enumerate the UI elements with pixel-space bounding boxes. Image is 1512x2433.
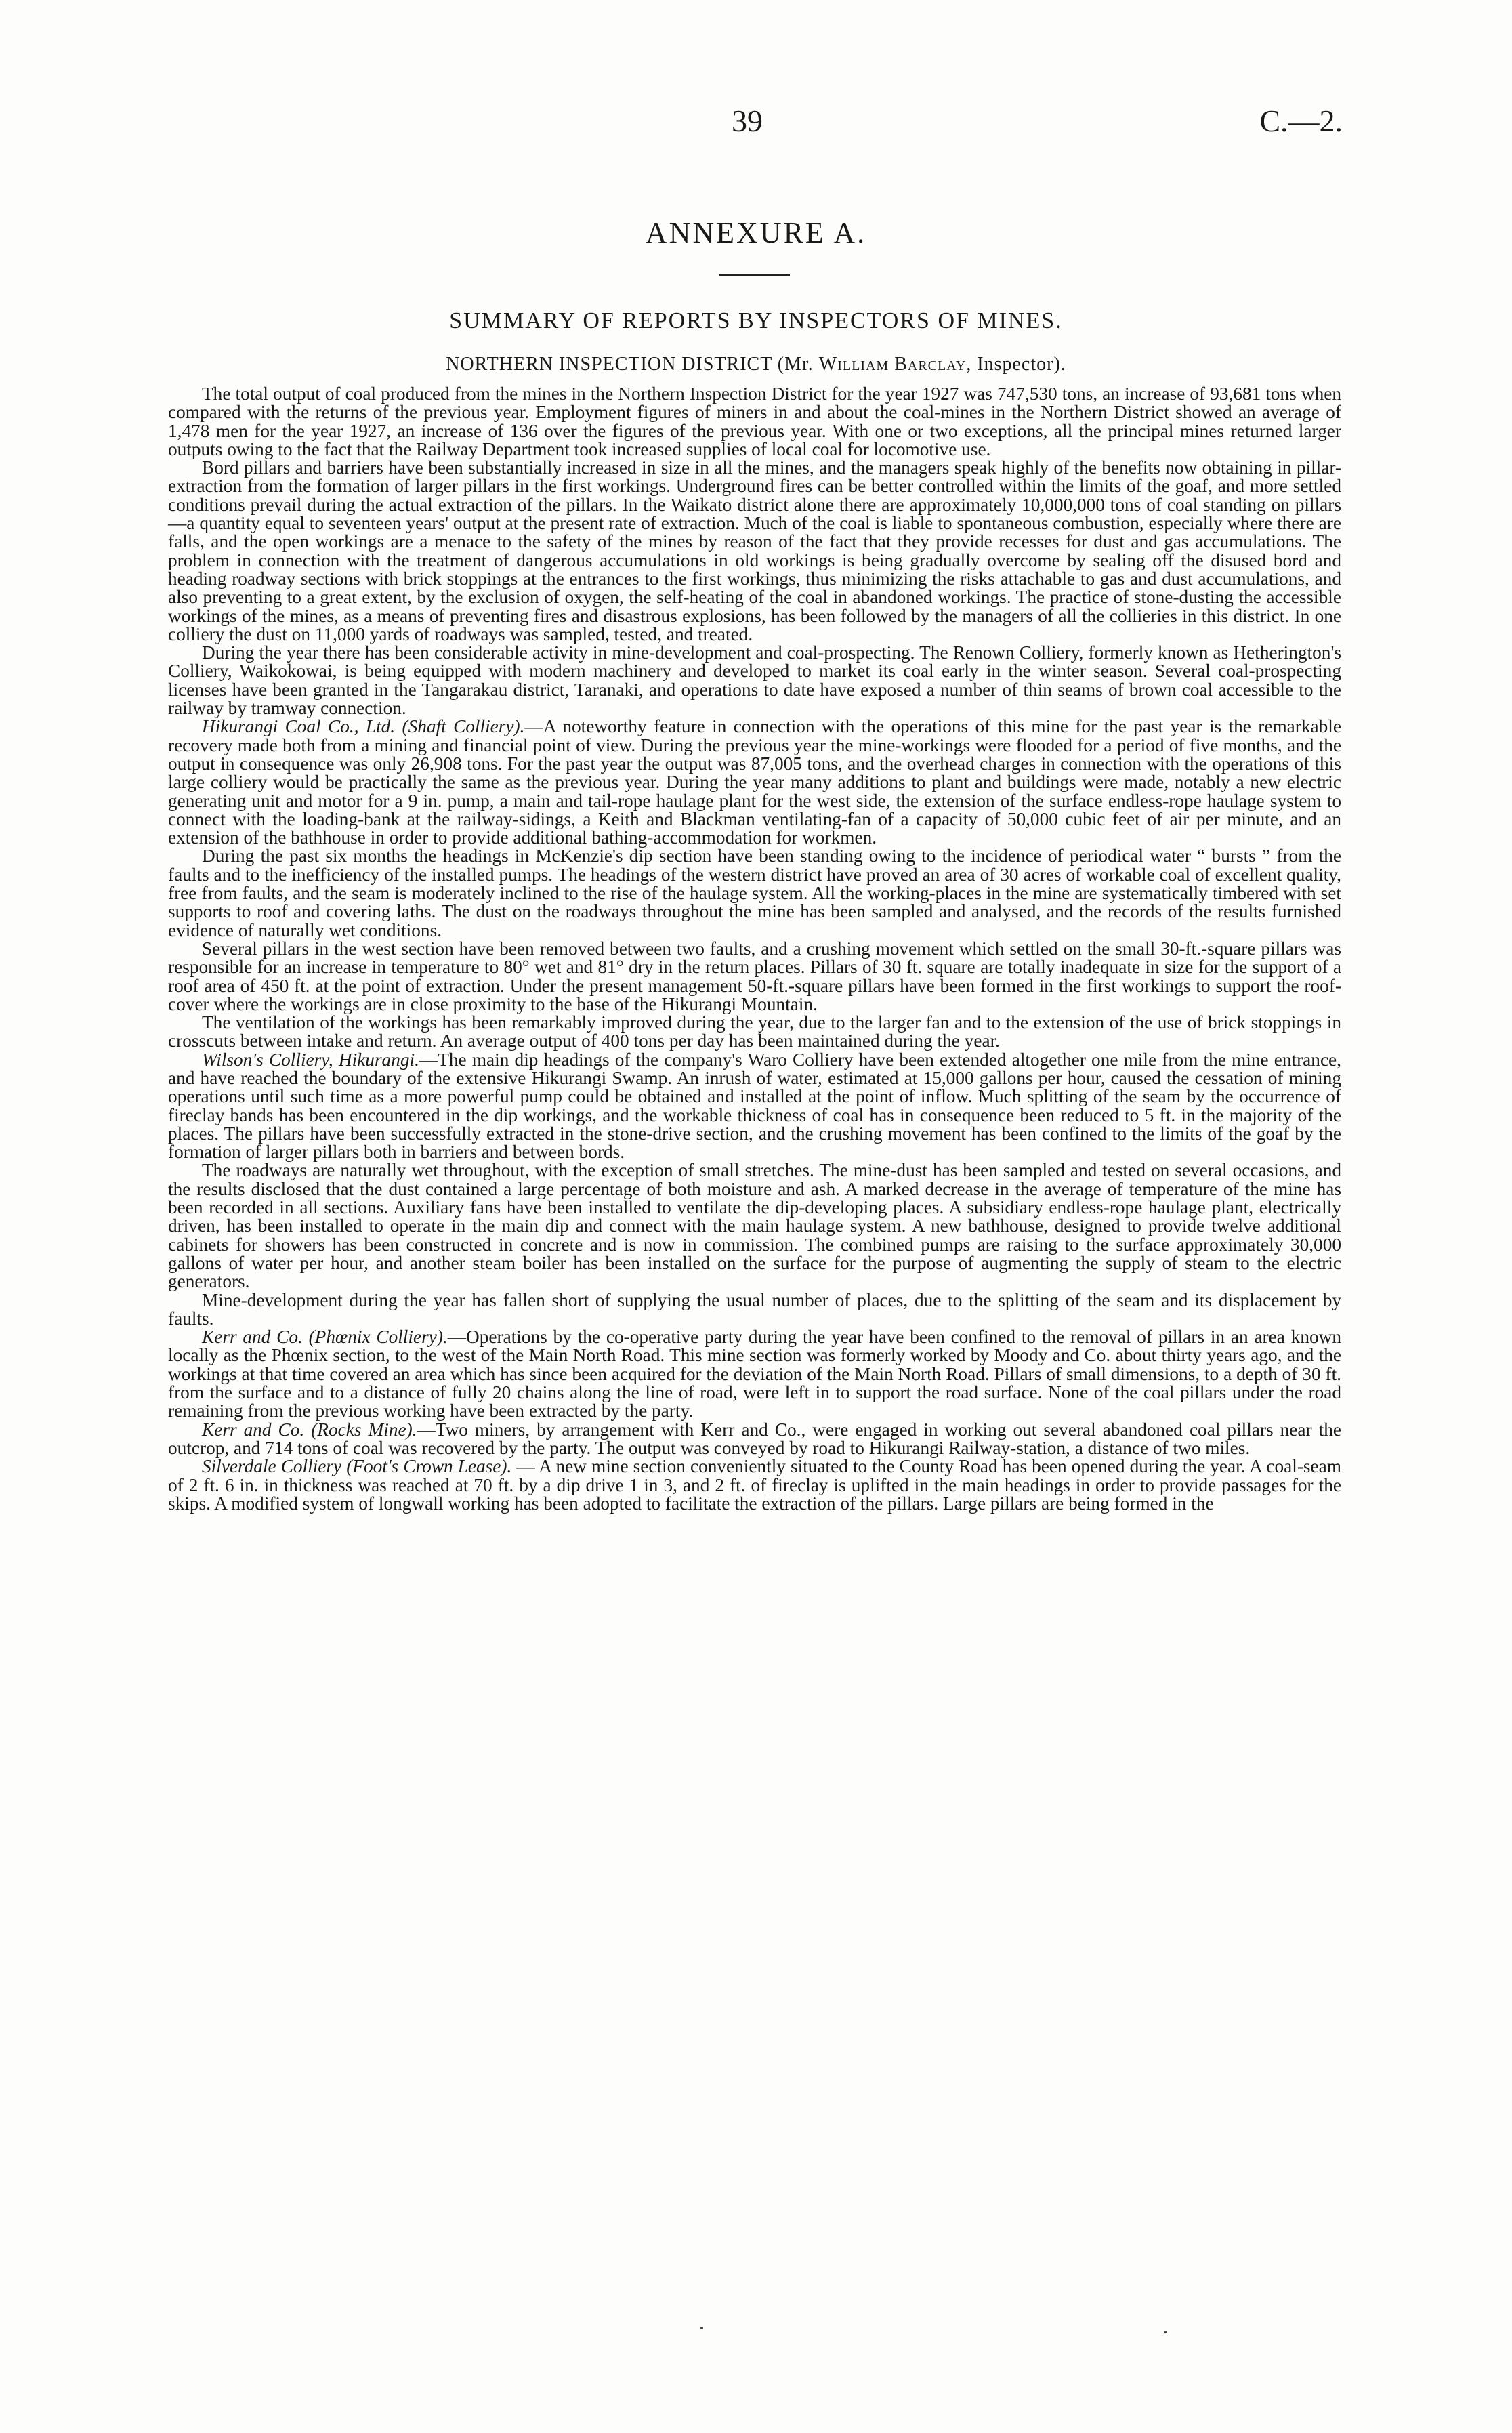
paragraph-text: —The main dip headings of the company's Waro Colliery have been extended altogether one mile from the mine entrance, and have reached the boundary of the extensive Hikurangi Swamp. An inrush of water, estimated at 15,000 gallons per hour, caused the cessation of mining operations until such time as a more powerful pump could be obtained and installed at the point of inflow. Much splitting of the seam by the occurrence of fireclay bands has been encountered in the dip workings, and the workable thickness of coal has in consequence been reduced to 5 ft. in the majority of the places. The pillars have been successfully extracted in the stone-drive section, and the crushing movement has been confined to the limits of the goaf by the formation of larger pillars both in barriers and between bords. <box>168 1049 1341 1163</box>
paragraph-lead-heading: Hikurangi Coal Co., Ltd. (Shaft Colliery). <box>202 716 525 737</box>
report-body <box>168 385 1341 1513</box>
report-paragraph <box>168 940 1341 1014</box>
report-paragraph <box>168 1291 1341 1329</box>
print-speck <box>1164 2331 1167 2333</box>
page-number: 39 <box>732 104 763 138</box>
report-paragraph <box>168 644 1341 718</box>
paragraph-text: During the year there has been considerable activity in mine-development and coal-prospecting. The Renown Colliery, formerly known as Hetherington's Colliery, Waikokowai, is being equipped with modern machinery and developed to market its coal early in the winter season. Several coal-prospecting licenses have been granted in the Tangarakau district, Taranaki, and operations to date have exposed a number of thin seams of brown coal accessible to the railway by tramway connection. <box>168 642 1341 719</box>
paragraph-text: The total output of coal produced from the mines in the Northern Inspection District for the year 1927 was 747,530 tons, an increase of 93,681 tons when compared with the returns of the previous year. Employment figures of miners in and about the coal-mines in the Northern District showed an average of 1,478 men for the year 1927, an increase of 136 over the figures of the previous year. With one or two exceptions, all the principal mines returned larger outputs owing to the fact that the Railway Department took increased supplies of local coal for locomotive use. <box>168 383 1341 459</box>
paragraph-text: —A noteworthy feature in connection with the operations of this mine for the past year is the remarkable recovery made both from a mining and financial point of view. During the previous year the mine-workings were flooded for a period of five months, and the output in consequence was only 26,908 tons. For the past year the output was 87,005 tons, and the overhead charges in connection with the operations of this large colliery would be practically the same as the previous year. During the year many additions to plant and buildings were made, notably a new electric generating unit and motor for a 9 in. pump, a main and tail-rope haulage plant for the west side, the extension of the surface endless-rope haulage system to connect with the loading-bank at the railway-sidings, a Keith and Blackman ventilating-fan of a capacity of 50,000 cubic feet of air per minute, and an extension of the bathhouse in order to provide additional bathing-accommodation for workmen. <box>168 716 1341 848</box>
report-paragraph <box>168 1014 1341 1051</box>
summary-title: SUMMARY OF REPORTS BY INSPECTORS OF MINES. <box>449 308 1063 333</box>
report-paragraph <box>168 718 1341 847</box>
paragraph-text: —Two miners, by arrangement with Kerr and Co., were engaged in working out several abandoned coal pillars near the outcrop, and 714 tons of coal was recovered by the party. The output was conveyed by road to Hikurangi Railway-station, a distance of two miles. <box>168 1419 1341 1458</box>
report-paragraph <box>168 1457 1341 1513</box>
paragraph-text: Mine-development during the year has fallen short of supplying the usual number of places, due to the splitting of the seam and its displacement by faults. <box>168 1289 1341 1329</box>
district-heading <box>0 354 1512 375</box>
district-name: NORTHERN INSPECTION DISTRICT (Mr. <box>446 354 814 375</box>
paragraph-text: —Operations by the co-operative party during the year have been confined to the removal of pillars in an area known locally as the Phœnix section, to the west of the Main North Road. This mine section was formerly worked by Moody and Co. about thirty years ago, and the workings at that time covered an area which has since been acquired for the deviation of the Main North Road. Pillars of small dimensions, to a depth of 30 ft. from the surface and to a distance of fully 20 chains along the line of road, were left in to support the road surface. None of the coal pillars under the road remaining from the previous working have been extracted by the party. <box>168 1327 1341 1421</box>
report-paragraph <box>168 385 1341 459</box>
paragraph-text: Bord pillars and barriers have been substantially increased in size in all the mines, and the managers speak highly of the benefits now obtaining in pillar-extraction from the formation of larger pillars in the first workings. Underground fires can be better controlled within the limits of the goaf, and more settled conditions prevail during the actual extraction of the pillars. In the Waikato district alone there are approximately 10,000,000 tons of coal standing on pillars—a quantity equal to seventeen years' output at the present rate of extraction. Much of the coal is liable to spontaneous combustion, especially where there are falls, and the open workings are a menace to the safety of the mines by reason of the fact that they provide recesses for dust and gas accumulations. The problem in connection with the treatment of dangerous accumulations in old workings is being gradually overcome by sealing off the disused bord and heading roadway sections with brick stoppings at the entrances to the first workings, thus minimizing the risks attachable to gas and dust accumulations, and also preventing to a great extent, by the exclusion of oxygen, the self-heating of the coal in abandoned workings. The practice of stone-dusting the accessible workings of the mines, as a means of preventing fires and disastrous explosions, has been followed by the managers of all the collieries in this district. In one colliery the dust on 11,000 yards of roadways was sampled, tested, and treated. <box>168 457 1341 644</box>
inspector-role: , Inspector). <box>966 354 1066 375</box>
print-speck <box>700 2327 703 2329</box>
inspector-name: William Barclay <box>818 354 967 375</box>
report-paragraph <box>168 847 1341 939</box>
paragraph-text: — A new mine section conveniently situated to the County Road has been opened during the year. A coal-seam of 2 ft. 6 in. in thickness was reached at 70 ft. by a dip drive 1 in 3, and 2 ft. of fireclay is uplifted in the main headings in order to provide passages for the skips. A modified system of longwall working has been adopted to facilitate the extraction of the pillars. Large pillars are being formed in the <box>168 1456 1342 1514</box>
title-rule <box>719 274 790 276</box>
report-paragraph <box>168 459 1341 644</box>
footer-marks <box>0 2324 1512 2337</box>
report-paragraph <box>168 1161 1341 1291</box>
paragraph-lead-heading: Kerr and Co. (Rocks Mine). <box>202 1419 417 1440</box>
report-paragraph <box>168 1328 1341 1420</box>
paragraph-text: The roadways are naturally wet throughout, with the exception of small stretches. The mine-dust has been sampled and tested on several occasions, and the results disclosed that the dust contained a large percentage of both moisture and ash. A marked decrease in the average of temperature of the mine has been recorded in all sections. Auxiliary fans have been installed to ventilate the dip-developing places. A subsidiary endless-rope haulage plant, electrically driven, has been installed to operate in the main dip and connect with the main haulage system. A new bathhouse, designed to provide twelve additional cabinets for showers has been constructed in concrete and is now in commission. The combined pumps are raising to the surface approximately 30,000 gallons of water per hour, and another steam boiler has been installed on the surface for the purpose of augmenting the supply of steam to the electric generators. <box>168 1160 1341 1292</box>
paragraph-text: Several pillars in the west section have been removed between two faults, and a crushing movement which settled on the small 30-ft.-square pillars was responsible for an increase in temperature to 80° wet and 81° dry in the return places. Pillars of 30 ft. square are totally inadequate in size for the support of a roof area of 450 ft. at the point of extraction. Under the present management 50-ft.-square pillars have been formed in the first workings to support the roof-cover where the workings are in close proximity to the base of the Hikurangi Mountain. <box>168 938 1341 1014</box>
paragraph-text: During the past six months the headings in McKenzie's dip section have been standing owing to the incidence of periodical water “ bursts ” from the faults and to the inefficiency of the installed pumps. The headings of the western district have proved an area of 30 acres of workable coal of excellent quality, free from faults, and the seam is moderately inclined to the rise of the haulage system. All the working-places in the mine are systematically timbered with set supports to roof and covering laths. The dust on the roadways throughout the mine has been sampled and analysed, and the records of the results furnished evidence of naturally wet conditions. <box>168 846 1341 940</box>
annexure-title: ANNEXURE A. <box>645 216 867 249</box>
report-paragraph <box>168 1051 1341 1162</box>
paragraph-lead-heading: Kerr and Co. (Phœnix Colliery). <box>202 1327 448 1348</box>
paragraph-text: The ventilation of the workings has been remarkably improved during the year, due to the larger fan and to the extension of the use of brick stoppings in crosscuts between intake and return. An average output of 400 tons per day has been maintained during the year. <box>168 1012 1341 1052</box>
paragraph-lead-heading: Wilson's Colliery, Hikurangi. <box>202 1049 419 1070</box>
report-paragraph <box>168 1421 1341 1458</box>
document-reference: C.—2. <box>1259 104 1343 138</box>
paragraph-lead-heading: Silverdale Colliery (Foot's Crown Lease). <box>202 1456 512 1477</box>
page-header <box>0 103 1512 144</box>
